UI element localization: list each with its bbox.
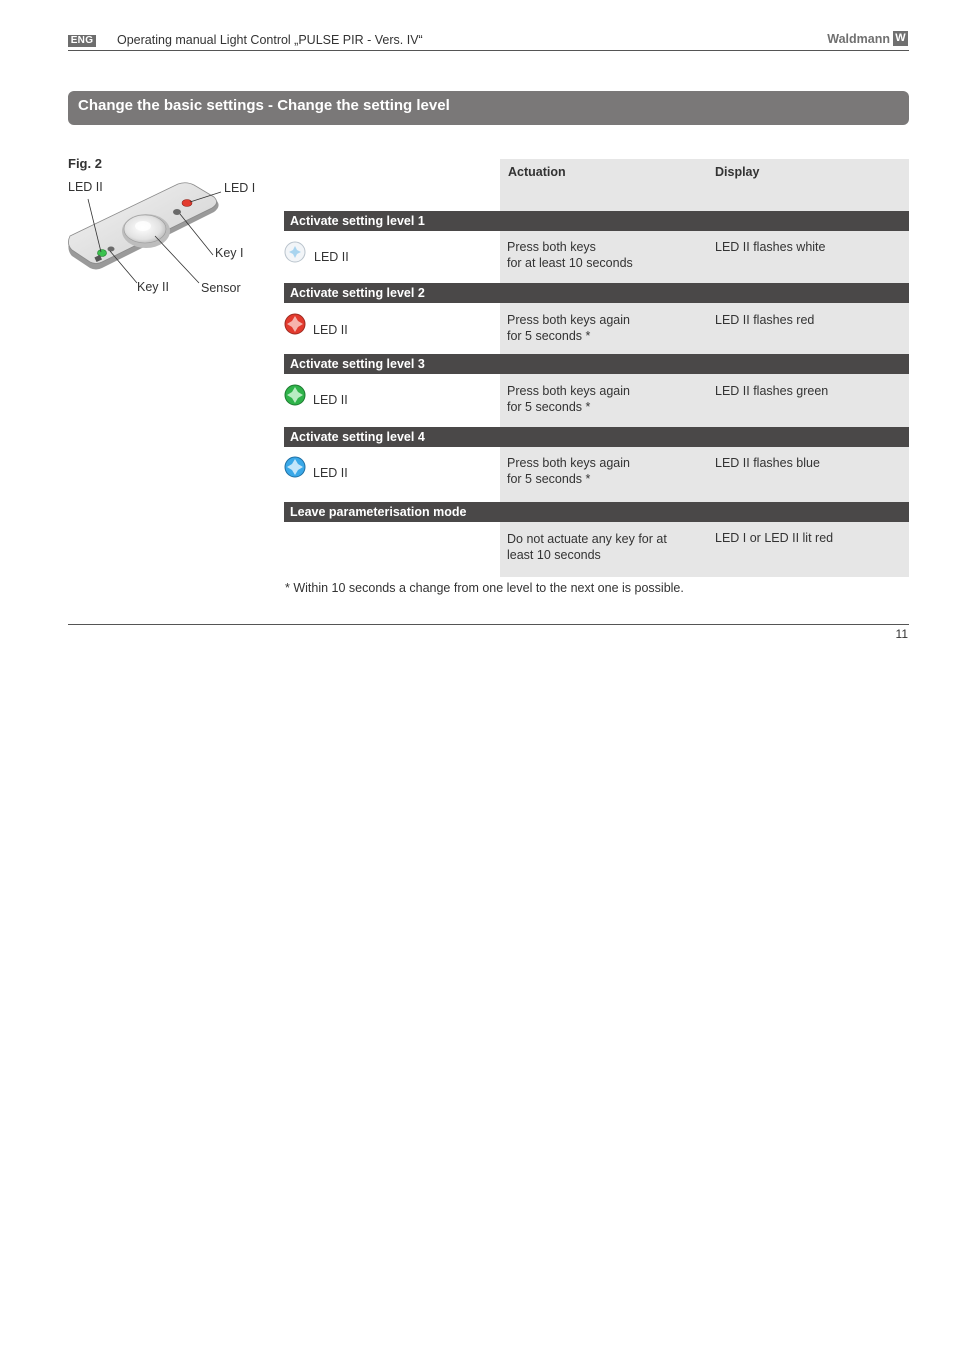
label-led-ii: LED II	[68, 180, 103, 194]
row-band-level-3: Activate setting level 3	[284, 354, 909, 374]
display-text: LED II flashes green	[715, 384, 829, 398]
actuation-line: Press both keys again	[507, 384, 630, 398]
led-label: LED II	[313, 466, 348, 480]
led-green-icon	[284, 384, 306, 406]
actuation-line: least 10 seconds	[507, 547, 601, 562]
row-band-level-1: Activate setting level 1	[284, 211, 909, 231]
actuation-line: for 5 seconds *	[507, 471, 591, 486]
label-key-ii: Key II	[137, 280, 169, 294]
row-band-level-2: Activate setting level 2	[284, 283, 909, 303]
actuation-line: for 5 seconds *	[507, 328, 591, 343]
actuation-text	[507, 240, 633, 271]
brand	[827, 31, 908, 46]
actuation-line: Do not actuate any key for at	[507, 532, 667, 546]
brand-name: Waldmann	[827, 31, 890, 46]
column-header-display: Display	[715, 165, 760, 179]
document-title: Operating manual Light Control „PULSE PIR - Vers. IV“	[117, 33, 423, 47]
led-red-icon	[284, 313, 306, 335]
display-text: LED II flashes blue	[715, 456, 820, 470]
actuation-line: Press both keys again	[507, 456, 630, 470]
device-illustration	[60, 175, 230, 290]
actuation-line: Press both keys again	[507, 313, 630, 327]
section-title: Change the basic settings - Change the setting level	[68, 91, 909, 125]
label-sensor: Sensor	[201, 281, 241, 295]
actuation-text	[507, 456, 630, 487]
label-led-i: LED I	[224, 181, 256, 195]
page-number: 11	[895, 627, 908, 641]
footnote: * Within 10 seconds a change from one level to the next one is possible.	[285, 581, 684, 595]
row-band-level-4: Activate setting level 4	[284, 427, 909, 447]
display-text: LED II flashes red	[715, 313, 815, 327]
actuation-text	[507, 532, 667, 563]
actuation-line: for 5 seconds *	[507, 399, 591, 414]
header-rule	[68, 50, 909, 51]
actuation-text	[507, 313, 630, 344]
label-key-i: Key I	[215, 246, 244, 260]
led-white-icon	[284, 241, 306, 263]
led-label: LED II	[314, 250, 349, 264]
led-label: LED II	[313, 393, 348, 407]
led-blue-icon	[284, 456, 306, 478]
actuation-text	[507, 384, 630, 415]
figure-title: Fig. 2	[68, 156, 102, 171]
row-band-leave-mode: Leave parameterisation mode	[284, 502, 909, 522]
led-label: LED II	[313, 323, 348, 337]
actuation-line: for at least 10 seconds	[507, 255, 633, 270]
footer-rule	[68, 624, 909, 625]
display-text: LED II flashes white	[715, 240, 826, 254]
language-badge: ENG	[68, 35, 96, 47]
actuation-line: Press both keys	[507, 240, 596, 254]
brand-logo-icon: W	[893, 31, 908, 46]
display-text: LED I or LED II lit red	[715, 531, 834, 545]
column-header-actuation: Actuation	[508, 165, 566, 179]
